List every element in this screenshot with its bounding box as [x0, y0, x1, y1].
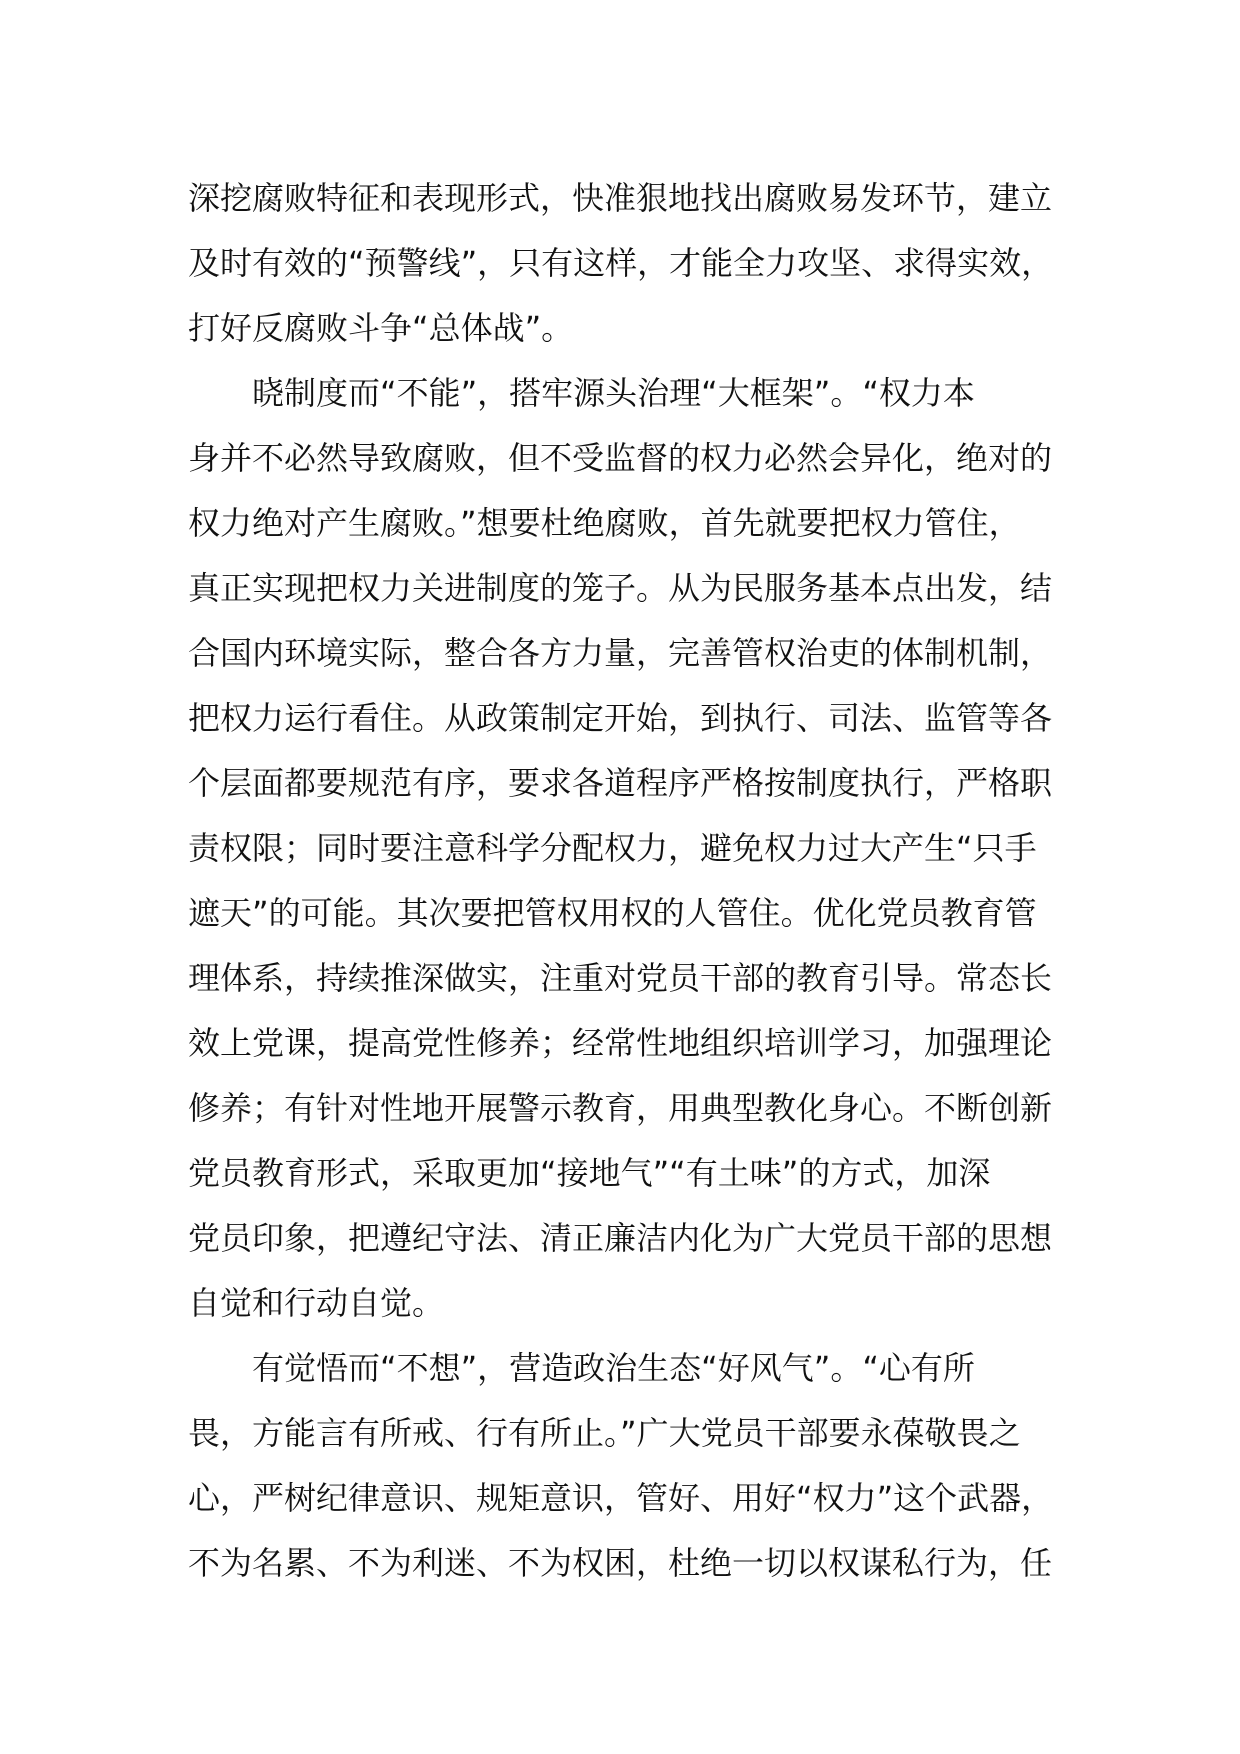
document-body — [188, 166, 1088, 1596]
text-line: 真正实现把权力关进制度的笼子。从为民服务基本点出发，结 — [188, 569, 1053, 607]
text-line: 畏，方能言有所戒、行有所止。”广大党员干部要永葆敬畏之 — [188, 1414, 1021, 1452]
text-line: 身并不必然导致腐败，但不受监督的权力必然会异化，绝对的 — [188, 439, 1053, 477]
text-line: 党员印象，把遵纪守法、清正廉洁内化为广大党员干部的思想 — [188, 1219, 1053, 1257]
text-line: 效上党课，提高党性修养；经常性地组织培训学习，加强理论 — [188, 1024, 1053, 1062]
text-line: 个层面都要规范有序，要求各道程序严格按制度执行，严格职 — [188, 764, 1053, 802]
text-line: 打好反腐败斗争“总体战”。 — [188, 309, 574, 347]
text-line: 及时有效的“预警线”，只有这样，才能全力攻坚、求得实效， — [188, 244, 1054, 282]
text-line: 把权力运行看住。从政策制定开始，到执行、司法、监管等各 — [188, 699, 1053, 737]
text-line: 合国内环境实际，整合各方力量，完善管权治吏的体制机制， — [188, 634, 1053, 672]
text-line: 自觉和行动自觉。 — [188, 1284, 445, 1322]
paragraph-start-line: 晓制度而“不能”，搭牢源头治理“大框架”。“权力本 — [252, 374, 975, 412]
paragraph-start-line: 有觉悟而“不想”，营造政治生态“好风气”。“心有所 — [252, 1349, 975, 1387]
text-line: 理体系，持续推深做实，注重对党员干部的教育引导。常态长 — [188, 959, 1053, 997]
text-line: 遮天”的可能。其次要把管权用权的人管住。优化党员教育管 — [188, 894, 1037, 932]
text-line: 心，严树纪律意识、规矩意识，管好、用好“权力”这个武器， — [188, 1479, 1054, 1517]
text-line: 责权限；同时要注意科学分配权力，避免权力过大产生“只手 — [188, 829, 1037, 867]
text-line: 党员教育形式，采取更加“接地气”“有土味”的方式，加深 — [188, 1154, 991, 1192]
text-line: 权力绝对产生腐败。”想要杜绝腐败，首先就要把权力管住， — [188, 504, 1021, 542]
text-line: 修养；有针对性地开展警示教育，用典型教化身心。不断创新 — [188, 1089, 1053, 1127]
text-line: 深挖腐败特征和表现形式，快准狠地找出腐败易发环节，建立 — [188, 179, 1053, 217]
text-line: 不为名累、不为利迷、不为权困，杜绝一切以权谋私行为，任 — [188, 1544, 1053, 1582]
